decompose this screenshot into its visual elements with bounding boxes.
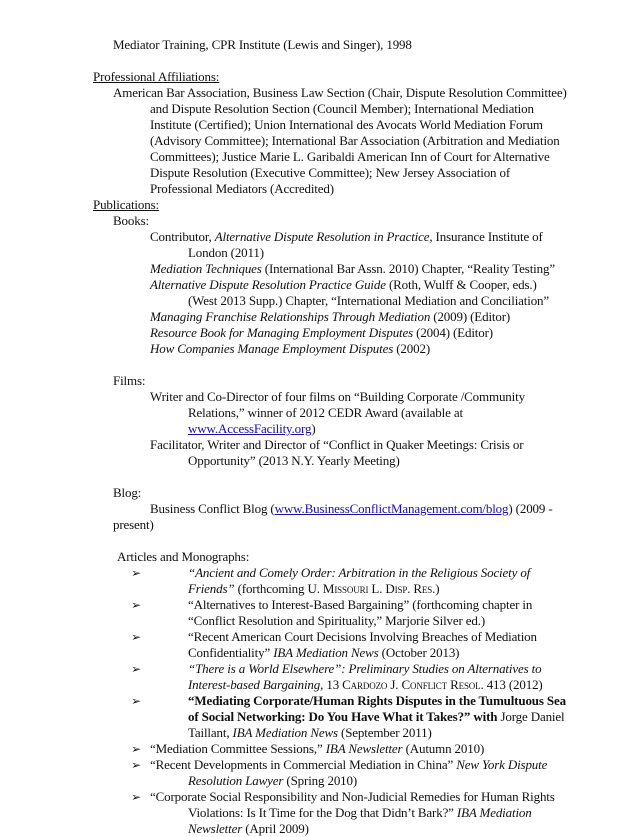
blog-label: Blog:	[113, 485, 142, 500]
arrow-bullet-icon: ➢	[131, 566, 141, 580]
article-entry: “Ancient and Comely Order: Arbitration in the Religious Society of	[188, 565, 531, 580]
affiliations-line: Dispute Resolution (Executive Committee); New Jersey Association of	[150, 165, 511, 180]
film-entry-cont: www.AccessFacility.org)	[188, 421, 316, 436]
article-entry-cont: Newsletter (April 2009)	[188, 821, 309, 836]
book-entry: Managing Franchise Relationships Through Mediation (2009) (Editor)	[150, 309, 511, 324]
blog-entry: Business Conflict Blog (www.BusinessConflictManagement.com/blog) (2009 -	[150, 501, 553, 516]
arrow-bullet-icon: ➢	[131, 598, 141, 612]
article-entry-cont: “Conflict Resolution and Spirituality,” Marjorie Silver ed.)	[188, 613, 486, 628]
article-entry: “Recent American Court Decisions Involving Breaches of Mediation	[188, 629, 537, 644]
article-entry-cont: Friends” (forthcoming U. Missouri L. Disp. Res.)	[188, 581, 440, 596]
articles-label: Articles and Monographs:	[117, 549, 250, 564]
book-entry: Mediation Techniques (International Bar Assn. 2010) Chapter, “Reality Testing”	[150, 261, 555, 276]
article-entry: “Mediation Committee Sessions,” IBA Newsletter (Autumn 2010)	[150, 741, 485, 756]
book-entry: Contributor, Alternative Dispute Resolution in Practice, Insurance Institute of	[150, 229, 543, 244]
access-facility-link[interactable]: www.AccessFacility.org	[188, 421, 312, 436]
affiliations-line: (Advisory Committee); International Bar Association (Arbitration and Mediation	[150, 133, 560, 148]
affiliations-line: Institute (Certified); Union International des Avocats World Mediation Forum	[150, 117, 543, 132]
films-label: Films:	[113, 373, 146, 388]
arrow-bullet-icon: ➢	[131, 694, 141, 708]
blog-link[interactable]: www.BusinessConflictManagement.com/blog	[274, 501, 509, 516]
book-entry-cont: London (2011)	[188, 245, 264, 260]
arrow-bullet-icon: ➢	[131, 742, 141, 756]
article-entry-cont: Confidentiality” IBA Mediation News (October 2013)	[188, 645, 460, 660]
article-entry-cont: Interest-based Bargaining, 13 Cardozo J. Conflict Resol. 413 (2012)	[188, 677, 543, 692]
affiliations-line: and Dispute Resolution Section (Council Member); International Mediation	[150, 101, 534, 116]
article-entry: “Alternatives to Interest-Based Bargaining” (forthcoming chapter in	[188, 597, 533, 612]
book-entry-cont: (West 2013 Supp.) Chapter, “International Mediation and Conciliation”	[188, 293, 550, 308]
film-entry-cont: Relations,” winner of 2012 CEDR Award (available at	[188, 405, 463, 420]
books-label: Books:	[113, 213, 149, 228]
film-entry: Writer and Co-Director of four films on “Building Corporate /Community	[150, 389, 525, 404]
arrow-bullet-icon: ➢	[131, 790, 141, 804]
affiliations-line: American Bar Association, Business Law Section (Chair, Dispute Resolution Committee)	[113, 85, 567, 100]
article-entry-cont: Violations: Is It Time for the Dog that Didn’t Bark?” IBA Mediation	[188, 805, 532, 820]
film-entry-cont: Opportunity” (2013 N.Y. Yearly Meeting)	[188, 453, 400, 468]
book-entry: Resource Book for Managing Employment Disputes (2004) (Editor)	[150, 325, 493, 340]
training-line: Mediator Training, CPR Institute (Lewis and Singer), 1998	[113, 37, 412, 52]
arrow-bullet-icon: ➢	[131, 758, 141, 772]
article-entry: “Mediating Corporate/Human Rights Disputes in the Tumultuous Sea	[188, 693, 566, 708]
blog-entry-cont: present)	[113, 517, 154, 532]
publications-heading: Publications:	[93, 197, 159, 212]
film-entry: Facilitator, Writer and Director of “Conflict in Quaker Meetings: Crisis or	[150, 437, 524, 452]
article-entry-cont: Taillant, IBA Mediation News (September 2011)	[188, 725, 432, 740]
affiliations-line: Professional Mediators (Accredited)	[150, 181, 334, 196]
arrow-bullet-icon: ➢	[131, 630, 141, 644]
book-entry: Alternative Dispute Resolution Practice Guide (Roth, Wulff & Cooper, eds.)	[150, 277, 537, 292]
affiliations-line: Committees); Justice Marie L. Garibaldi American Inn of Court for Alternative	[150, 149, 550, 164]
arrow-bullet-icon: ➢	[131, 662, 141, 676]
article-entry-cont: of Social Networking: Do You Have What it Takes?” with Jorge Daniel	[188, 709, 565, 724]
article-entry: “Recent Developments in Commercial Mediation in China” New York Dispute	[150, 757, 548, 772]
article-entry-cont: Resolution Lawyer (Spring 2010)	[188, 773, 358, 788]
book-entry: How Companies Manage Employment Disputes (2002)	[150, 341, 430, 356]
article-entry: “There is a World Elsewhere”: Preliminary Studies on Alternatives to	[188, 661, 542, 676]
affiliations-heading: Professional Affiliations:	[93, 69, 220, 84]
article-entry: “Corporate Social Responsibility and Non-Judicial Remedies for Human Rights	[150, 789, 555, 804]
